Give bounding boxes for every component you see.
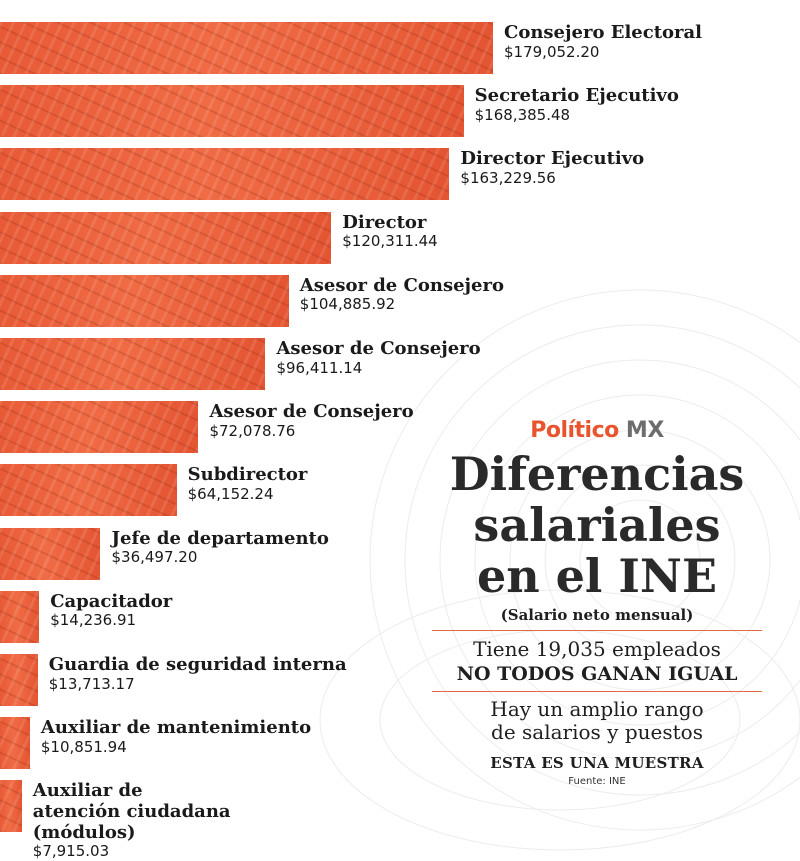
bar bbox=[0, 148, 449, 200]
bar-value-label: $14,236.91 bbox=[50, 611, 137, 630]
bar-label bbox=[41, 718, 311, 756]
bar-value-label: $10,851.94 bbox=[40, 737, 127, 756]
bar-category-label: Capacitador bbox=[50, 590, 173, 612]
bar bbox=[0, 338, 265, 390]
headline-line-2: salariales bbox=[473, 498, 721, 552]
bar bbox=[0, 591, 39, 643]
bar-label bbox=[460, 149, 644, 187]
bar-label bbox=[300, 276, 504, 314]
range-text-line-1: Hay un amplio rango bbox=[490, 697, 704, 721]
range-text-line-2: de salarios y puestos bbox=[491, 720, 703, 744]
logo-text-mx: MX bbox=[625, 418, 664, 443]
bar-category-label: Jefe de departamento bbox=[111, 527, 329, 549]
bar-value-label: $96,411.14 bbox=[276, 358, 363, 377]
bar bbox=[0, 717, 30, 769]
politico-mx-logo bbox=[432, 418, 762, 443]
bar bbox=[0, 275, 289, 327]
emphasis-text: NO TODOS GANAN IGUAL bbox=[456, 663, 738, 685]
bar-label bbox=[188, 465, 308, 503]
bar-label bbox=[342, 213, 437, 251]
bar-label bbox=[504, 23, 702, 61]
bar-category-label: Guardia de seguridad interna bbox=[48, 654, 347, 675]
bar-category-label: Auxiliar de mantenimiento bbox=[40, 717, 312, 739]
divider bbox=[432, 630, 762, 631]
bar-label bbox=[209, 402, 413, 440]
bar-value-label: $168,385.48 bbox=[474, 105, 571, 124]
bar-value-label: $179,052.20 bbox=[504, 42, 600, 61]
bar bbox=[0, 212, 331, 264]
bar-value-label: $64,152.24 bbox=[187, 485, 274, 504]
bar bbox=[0, 780, 22, 832]
bar-category-label: Subdirector bbox=[187, 464, 308, 486]
bar-value-label: $104,885.92 bbox=[299, 295, 396, 314]
bar bbox=[0, 464, 177, 516]
bar-value-label: $13,713.17 bbox=[48, 674, 135, 693]
bar-category-label: Secretario Ejecutivo bbox=[474, 85, 679, 107]
bar-category-label: Asesor de Consejero bbox=[299, 274, 504, 296]
sample-note: ESTA ES UNA MUESTRA bbox=[490, 754, 704, 772]
bar-label bbox=[276, 339, 480, 377]
bar-label bbox=[49, 655, 347, 693]
bar-label bbox=[475, 86, 679, 124]
bar-label bbox=[33, 781, 233, 860]
bar bbox=[0, 654, 38, 706]
bar-value-label: $72,078.76 bbox=[209, 421, 296, 440]
bar-value-label: $36,497.20 bbox=[111, 548, 198, 567]
info-panel bbox=[432, 418, 762, 787]
source-note: Fuente: INE bbox=[568, 776, 626, 787]
bar-category-label: Asesor de Consejero bbox=[209, 401, 414, 423]
bar-category-label: Director bbox=[342, 211, 427, 233]
bar bbox=[0, 401, 198, 453]
bar-label bbox=[111, 529, 328, 567]
headline-line-3: en el INE bbox=[476, 549, 718, 603]
logo-text-politico: Político bbox=[530, 418, 619, 443]
bar bbox=[0, 85, 464, 137]
bar-value-label: $163,229.56 bbox=[460, 169, 556, 188]
chart-subtitle: (Salario neto mensual) bbox=[500, 606, 694, 624]
bar-value-label: $7,915.03 bbox=[32, 842, 110, 861]
bar-category-label: Auxiliar de atención ciudadana (módulos) bbox=[32, 780, 231, 843]
divider bbox=[432, 691, 762, 692]
bar-category-label: Director Ejecutivo bbox=[460, 148, 645, 170]
bar bbox=[0, 22, 493, 74]
bar-label bbox=[50, 592, 172, 630]
employees-count-text: Tiene 19,035 empleados bbox=[473, 637, 721, 661]
bar-category-label: Consejero Electoral bbox=[504, 22, 702, 43]
headline-line-1: Diferencias bbox=[449, 447, 745, 501]
bar-category-label: Asesor de Consejero bbox=[276, 338, 481, 359]
bar bbox=[0, 528, 100, 580]
bar-value-label: $120,311.44 bbox=[342, 232, 438, 251]
